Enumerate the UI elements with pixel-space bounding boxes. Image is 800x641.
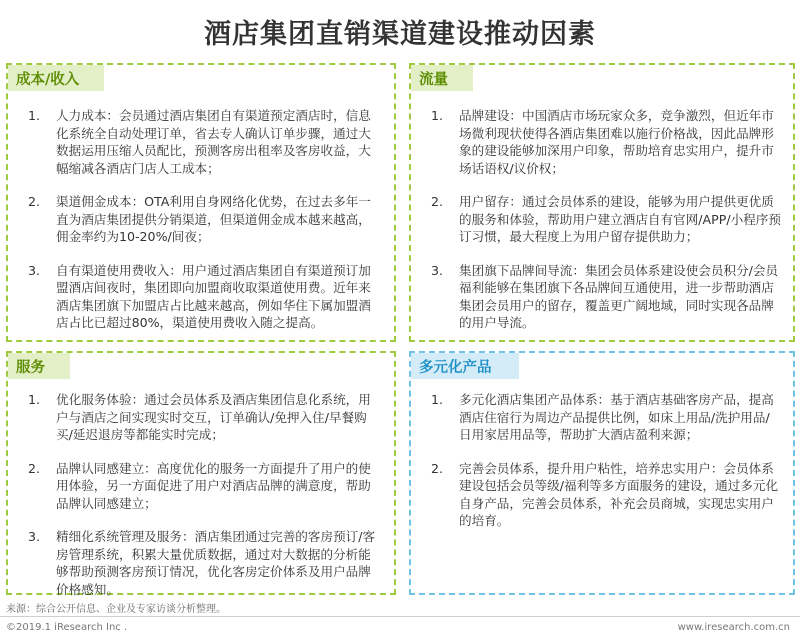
- item-text: 渠道佣金成本：OTA利用自身网络化优势，在过去多年一直为酒店集团提供分销渠道，但渠道佣金成本越来越高，佣金率约为10-20%/间夜；: [56, 194, 371, 244]
- list-item: [28, 460, 380, 513]
- item-number: 2.: [431, 460, 444, 476]
- item-number: 2.: [28, 194, 41, 209]
- item-number: 3.: [431, 262, 444, 278]
- list-item: [431, 391, 781, 444]
- item-number: 3.: [28, 262, 41, 278]
- item-number: 2.: [28, 460, 41, 476]
- item-text: 用户留存：通过会员体系的建设，能够为用户提供更优质的服务和体验，帮助用户建立酒店自有官网/APP/小程序预订习惯，最大程度上为用户留存提供助力；: [459, 194, 781, 244]
- panel-heading-diversified-products: 多元化产品: [411, 353, 519, 379]
- footer-divider: [0, 616, 800, 617]
- item-text: 完善会员体系，提升用户粘性，培养忠实用户：会员体系建设包括会员等级/福利等多方面服务的建设，通过多元化自身产品，完善会员体系，补充会员商城，实现忠实用户的培育。: [459, 460, 779, 528]
- page-title: 酒店集团直销渠道建设推动因素: [204, 19, 596, 50]
- panel-traffic: [409, 63, 795, 342]
- item-number: 1.: [431, 108, 444, 123]
- item-number: 3.: [28, 529, 41, 544]
- panel-heading-traffic: 流量: [411, 65, 473, 91]
- list-item: [28, 193, 380, 246]
- panel-cost-revenue: [6, 63, 396, 342]
- list-item: [28, 391, 380, 444]
- source-note: 来源：综合公开信息、企业及专家访谈分析整理。: [6, 604, 226, 615]
- item-text: 品牌认同感建立：高度优化的服务一方面提升了用户的使用体验，另一方面促进了用户对酒店品牌的满意度，帮助品牌认同感建立；: [56, 460, 371, 511]
- item-text: 集团旗下品牌间导流：集团会员体系建设使会员积分/会员福利能够在集团旗下各品牌间互通使用，进一步帮助酒店集团会员用户的留存，覆盖更广阔地域，同时实现各品牌的用户导流。: [459, 262, 779, 330]
- item-text: 多元化酒店集团产品体系：基于酒店基础客房产品，提高酒店住宿行为周边产品提供比例，如床上用品/洗护用品/日用家居用品等，帮助扩大酒店盈利来源；: [459, 392, 774, 442]
- list-item: [431, 107, 781, 177]
- item-text: 品牌建设：中国酒店市场玩家众多，竞争激烈，但近年市场微利现状使得各酒店集团难以施行价格战，因此品牌形象的建设能够加深用户印象，帮助培育忠实用户，提升市场话语权/议价权；: [459, 108, 774, 176]
- item-number: 1.: [28, 392, 41, 407]
- panel-heading-cost-revenue: 成本/收入: [8, 65, 104, 91]
- panel-diversified-products: [409, 351, 795, 595]
- website-url: www.iresearch.com.cn: [677, 622, 790, 633]
- item-number: 1.: [431, 392, 444, 407]
- item-text: 优化服务体验：通过会员体系及酒店集团信息化系统，用户与酒店之间实现实时交互，订单确认/免押入住/早餐购买/延迟退房等都能实时完成；: [56, 392, 371, 442]
- panel-service: [6, 351, 396, 595]
- list-item: [28, 107, 380, 177]
- panel-heading-service: 服务: [8, 353, 70, 379]
- list-item: [28, 262, 380, 332]
- item-text: 人力成本：会员通过酒店集团自有渠道预定酒店时，信息化系统全自动处理订单，省去专人确认订单步骤，通过大数据运用压缩人员配比，预测客房出租率及客房收益，大幅缩减各酒店门店人工成本；: [56, 108, 371, 176]
- item-number: 2.: [431, 194, 444, 209]
- list-item: [431, 460, 781, 530]
- list-item: [431, 262, 781, 332]
- item-text: 自有渠道使用费收入：用户通过酒店集团自有渠道预订加盟酒店间夜时，集团即向加盟商收取渠道使用费。近年来酒店集团旗下加盟店占比越来越高，例如华住下属加盟酒店占比已超过80%，渠道使用费收入随之提高。: [56, 262, 371, 330]
- item-number: 1.: [28, 108, 41, 123]
- list-item: [431, 193, 781, 246]
- list-item: [28, 528, 380, 598]
- item-text: 精细化系统管理及服务：酒店集团通过完善的客房预订/客房管理系统，积累大量优质数据，通过对大数据的分析能够帮助预测客房预订情况，优化客房定价体系及用户品牌价格感知。: [56, 529, 376, 597]
- copyright: ©2019.1 iResearch Inc .: [6, 622, 128, 633]
